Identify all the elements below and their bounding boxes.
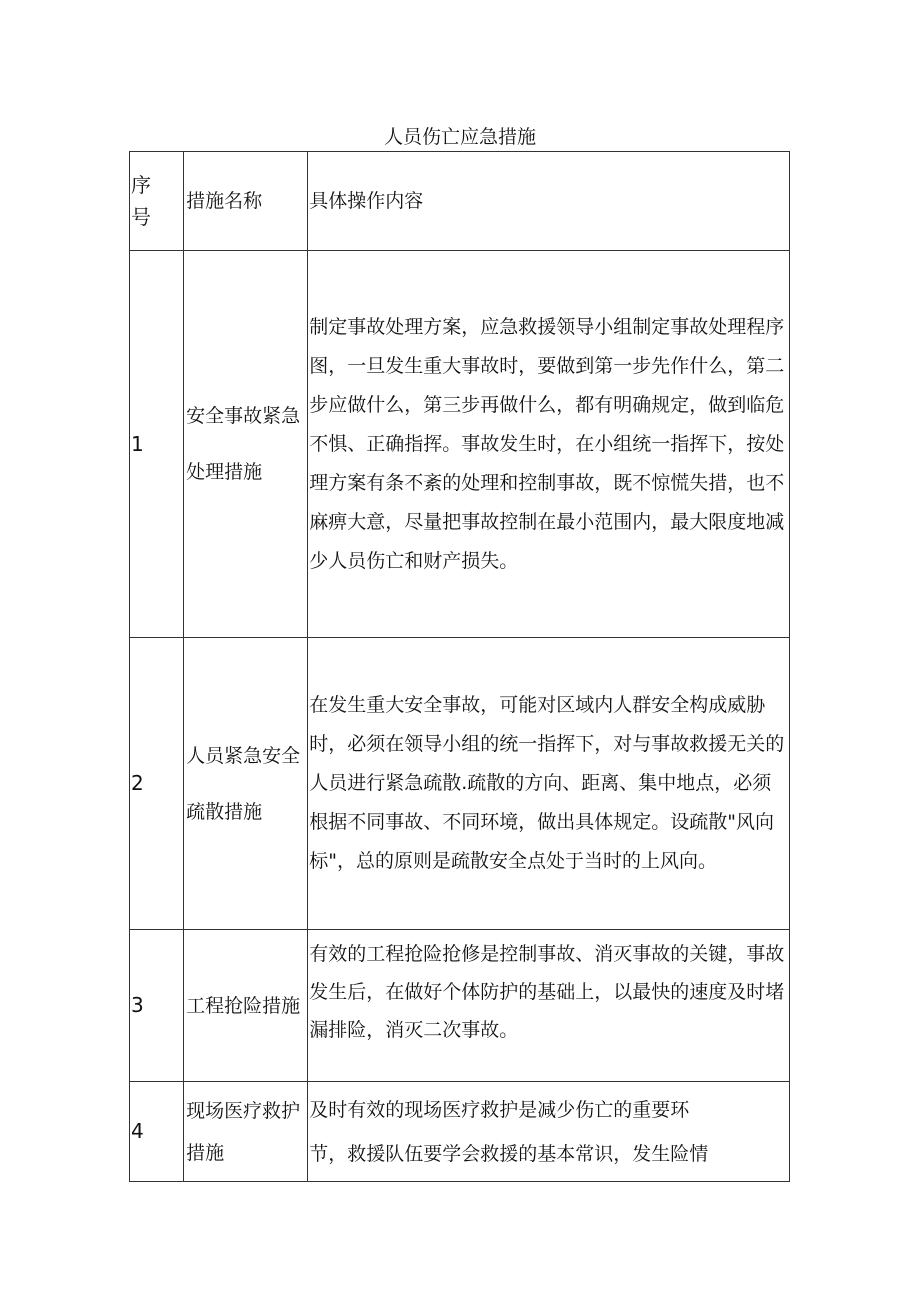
row-content-cell	[308, 930, 790, 1082]
measure-name: 安全事故紧急处理措施	[186, 405, 301, 483]
row-name-cell	[184, 930, 308, 1082]
measure-content-line: 节，救援队伍要学会救援的基本常识，发生险情	[309, 1142, 709, 1165]
measure-name: 工程抢险措施	[186, 994, 301, 1017]
header-content-cell	[308, 152, 790, 251]
row-content-cell	[308, 1082, 790, 1182]
header-content-label: 具体操作内容	[309, 190, 424, 212]
table-row	[130, 251, 790, 638]
row-content-cell	[308, 251, 790, 638]
row-name-cell	[184, 1082, 308, 1182]
header-number-cell	[130, 152, 184, 251]
header-number-label: 序号	[131, 173, 151, 229]
page-title: 人员伤亡应急措施	[383, 126, 536, 148]
measure-name: 现场医疗救护措施	[186, 1099, 301, 1164]
table-row	[130, 638, 790, 930]
measure-name: 人员紧急安全疏散措施	[186, 744, 301, 823]
table-row	[130, 930, 790, 1082]
measure-content-line: 及时有效的现场医疗救护是减少伤亡的重要环	[309, 1098, 690, 1121]
row-number-cell	[130, 251, 184, 638]
row-number: 3	[131, 993, 144, 1017]
row-number-cell	[130, 930, 184, 1082]
row-content-cell	[308, 638, 790, 930]
row-number: 2	[131, 771, 144, 795]
header-name-cell	[184, 152, 308, 251]
row-number: 1	[131, 431, 144, 456]
row-name-cell	[184, 638, 308, 930]
table-row	[130, 1082, 790, 1182]
header-name-label: 措施名称	[186, 190, 263, 212]
row-number-cell	[130, 1082, 184, 1182]
row-number-cell	[130, 638, 184, 930]
measure-content: 制定事故处理方案，应急救援领导小组制定事故处理程序图，一旦发生重大事故时，要做到第一步先作什么，第二步应做什么，第三步再做什么，都有明确规定，做到临危不惧、正确指挥。事故发生时，在小组统一指挥下，按处理方案有条不紊的处理和控制事故，既不惊慌失措，也不麻痹大意，尽量把事故控制在最小范围内，最大限度地减少人员伤亡和财产损失。	[309, 315, 785, 572]
table-header-row	[130, 152, 790, 251]
measure-content: 有效的工程抢险抢修是控制事故、消灭事故的关键，事故发生后，在做好个体防护的基础上，以最快的速度及时堵漏排险，消灭二次事故。	[309, 943, 785, 1041]
emergency-measures-table	[129, 151, 790, 1182]
row-name-cell	[184, 251, 308, 638]
measure-content: 在发生重大安全事故，可能对区域内人群安全构成威胁时，必须在领导小组的统一指挥下，对与事故救援无关的人员进行紧急疏散.疏散的方向、距离、集中地点，必须根据不同事故、不同环境，做出具体规定。设疏散"风向标"，总的原则是疏散安全点处于当时的上风向。	[309, 694, 785, 872]
row-number: 4	[131, 1119, 144, 1143]
